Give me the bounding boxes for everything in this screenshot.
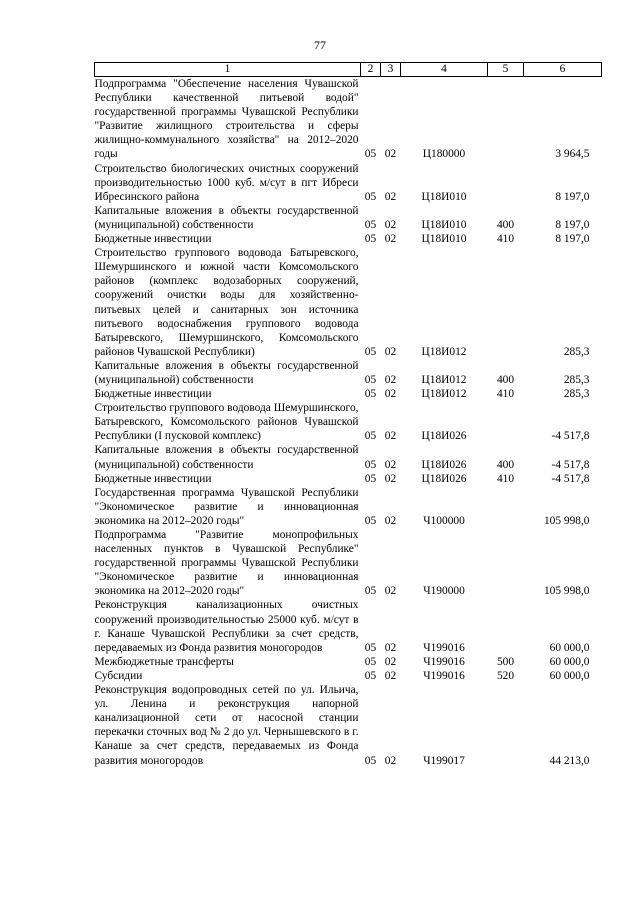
row-subsection: 02 <box>384 373 397 386</box>
row-subsection: 02 <box>384 190 397 203</box>
table-row <box>95 655 602 669</box>
row-name: Бюджетные инвестиции <box>94 472 212 485</box>
row-section: 05 <box>364 669 377 682</box>
table-row <box>95 204 602 232</box>
header-row <box>95 63 602 77</box>
row-expense-type <box>488 486 524 528</box>
row-subsection: 02 <box>384 754 397 767</box>
row-target-item: Ч199016 <box>423 655 465 668</box>
row-expense-type <box>488 77 524 162</box>
row-target-item: Ц18И026 <box>421 458 467 471</box>
row-section: 05 <box>364 754 377 767</box>
row-name: Межбюджетные трансферты <box>94 655 234 668</box>
row-target-item: Ч100000 <box>423 514 465 527</box>
row-amount: 60 000,0 <box>549 655 590 668</box>
row-subsection: 02 <box>384 585 397 598</box>
table-row <box>95 401 602 443</box>
row-target-item: Ч190000 <box>423 585 465 598</box>
row-target-item: Ц18И012 <box>421 373 467 386</box>
row-amount: 8 197,0 <box>555 233 590 246</box>
row-expense-type: 400 <box>496 373 515 386</box>
row-section: 05 <box>364 345 377 358</box>
table-row <box>95 246 602 359</box>
row-expense-type: 400 <box>496 218 515 231</box>
row-section: 05 <box>364 388 377 401</box>
table-body <box>95 77 602 768</box>
row-amount: -4 517,8 <box>551 472 590 485</box>
row-subsection: 02 <box>384 458 397 471</box>
row-name: Капитальные вложения в объекты государственной (муниципальной) собственности <box>94 359 359 386</box>
table-row <box>95 443 602 471</box>
row-section: 05 <box>364 373 377 386</box>
row-amount: -4 517,8 <box>551 430 590 443</box>
row-section: 05 <box>364 148 377 161</box>
row-name: Субсидии <box>94 669 143 682</box>
row-target-item: Ц18И012 <box>421 345 467 358</box>
row-amount: 285,3 <box>563 388 590 401</box>
header-col-1: 1 <box>95 63 361 77</box>
row-target-item: Ц18И026 <box>421 430 467 443</box>
row-name: Строительство группового водовода Батыревского, Шемуршинского и южной части Комсомольского районов (комплекс водозаборных сооружений, сооружений очистки воды для хозяйственно-питьевых целей и санитарных зон источника питьевого водоснабжения группового водовода Батыревского, Шемуршинского, Комсомольского районов Чувашской Республики) <box>94 247 359 358</box>
row-section: 05 <box>364 430 377 443</box>
row-name: Реконструкция водопроводных сетей по ул. Ильича, ул. Ленина и реконструкция напорной канализационной сети от насосной станции перекачки сточных вод № 2 до ул. Чернышевского в г. Канаше за счет средств, передаваемых из Фонда развития моногородов <box>94 684 359 767</box>
row-amount: 8 197,0 <box>555 190 590 203</box>
row-target-item: Ч199017 <box>423 754 465 767</box>
header-col-2: 2 <box>361 63 381 77</box>
table-row <box>95 683 602 768</box>
row-section: 05 <box>364 655 377 668</box>
row-subsection: 02 <box>384 641 397 654</box>
row-expense-type <box>488 683 524 768</box>
row-subsection: 02 <box>384 345 397 358</box>
row-name: Подпрограмма "Развитие монопрофильных населенных пунктов в Чувашской Республике" государственной программы Чувашской Республики "Экономическое развитие и инновационная экономика на 2012–2020 годы" <box>94 529 359 598</box>
header-col-5: 5 <box>488 63 524 77</box>
row-target-item: Ц18И012 <box>421 388 467 401</box>
row-expense-type <box>488 401 524 443</box>
row-amount: -4 517,8 <box>551 458 590 471</box>
table-row <box>95 528 602 598</box>
row-subsection: 02 <box>384 233 397 246</box>
row-expense-type <box>488 598 524 654</box>
table-row <box>95 359 602 387</box>
row-amount: 105 998,0 <box>543 514 590 527</box>
header-col-3: 3 <box>381 63 401 77</box>
row-subsection: 02 <box>384 148 397 161</box>
row-target-item: Ч199016 <box>423 641 465 654</box>
row-subsection: 02 <box>384 514 397 527</box>
row-name: Строительство группового водовода Шемуршинского, Батыревского, Комсомольского районов Чувашской Республики (I пусковой комплекс) <box>94 402 359 443</box>
row-amount: 3 964,5 <box>555 148 590 161</box>
row-amount: 8 197,0 <box>555 218 590 231</box>
table-row <box>95 486 602 528</box>
row-subsection: 02 <box>384 655 397 668</box>
row-target-item: Ц18И026 <box>421 472 467 485</box>
table-row <box>95 232 602 246</box>
row-name: Капитальные вложения в объекты государственной (муниципальной) собственности <box>94 444 359 471</box>
row-amount: 285,3 <box>563 345 590 358</box>
row-expense-type: 500 <box>496 655 515 668</box>
table-row <box>95 77 602 162</box>
row-section: 05 <box>364 472 377 485</box>
row-name: Бюджетные инвестиции <box>94 233 212 246</box>
page-number: 77 <box>314 38 326 52</box>
row-subsection: 02 <box>384 430 397 443</box>
row-name: Реконструкция канализационных очистных сооружений производительностью 25000 куб. м/сут в г. Канаше Чувашской Республики за счет средств, передаваемых из Фонда развития моногородов <box>94 599 359 654</box>
row-amount: 105 998,0 <box>543 585 590 598</box>
row-target-item: Ц18И010 <box>421 218 467 231</box>
row-subsection: 02 <box>384 388 397 401</box>
row-expense-type: 410 <box>496 233 515 246</box>
row-amount: 60 000,0 <box>549 641 590 654</box>
row-expense-type <box>488 528 524 598</box>
row-subsection: 02 <box>384 218 397 231</box>
row-target-item: Ц180000 <box>422 148 466 161</box>
row-subsection: 02 <box>384 472 397 485</box>
table-row <box>95 162 602 204</box>
row-expense-type: 520 <box>496 669 515 682</box>
row-amount: 60 000,0 <box>549 669 590 682</box>
row-target-item: Ц18И010 <box>421 233 467 246</box>
row-name: Бюджетные инвестиции <box>94 388 212 401</box>
row-name: Подпрограмма "Обеспечение населения Чувашской Республики качественной питьевой водой" государственной программы Чувашской Республики "Развитие жилищного строительства и сферы жилищно-коммунального хозяйства" на 2012–2020 годы <box>94 78 359 161</box>
row-section: 05 <box>364 218 377 231</box>
row-section: 05 <box>364 458 377 471</box>
table-row <box>95 598 602 654</box>
row-name: Строительство биологических очистных сооружений производительностью 1000 куб. м/сут в пгт Ибреси Ибресинского района <box>94 162 359 203</box>
table-row <box>95 387 602 401</box>
row-section: 05 <box>364 585 377 598</box>
row-amount: 285,3 <box>563 373 590 386</box>
row-expense-type <box>488 246 524 359</box>
row-section: 05 <box>364 233 377 246</box>
row-section: 05 <box>364 190 377 203</box>
row-section: 05 <box>364 514 377 527</box>
row-expense-type: 400 <box>496 458 515 471</box>
row-target-item: Ц18И010 <box>421 190 467 203</box>
header-col-6: 6 <box>524 63 602 77</box>
table-row <box>95 472 602 486</box>
row-expense-type: 410 <box>496 472 515 485</box>
row-amount: 44 213,0 <box>549 754 590 767</box>
row-section: 05 <box>364 641 377 654</box>
row-subsection: 02 <box>384 669 397 682</box>
table-row <box>95 669 602 683</box>
row-expense-type <box>488 162 524 204</box>
header-col-4: 4 <box>401 63 488 77</box>
budget-table <box>94 62 602 768</box>
row-name: Государственная программа Чувашской Республики "Экономическое развитие и инновационная экономика на 2012–2020 годы" <box>94 486 359 527</box>
row-name: Капитальные вложения в объекты государственной (муниципальной) собственности <box>94 204 359 231</box>
row-expense-type: 410 <box>496 388 515 401</box>
row-target-item: Ч199016 <box>423 669 465 682</box>
